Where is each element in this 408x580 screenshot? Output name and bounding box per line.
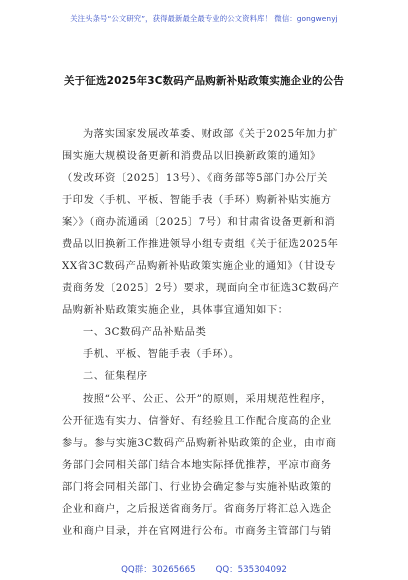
body-line: 费品以旧换新工作推进领导小组专责组《关于征选2025年: [62, 239, 339, 250]
document-title: 关于征选2025年3C数码产品购新补贴政策实施企业的公告: [63, 75, 344, 87]
body-line: 参与。参与实施3C数码产品购新补贴政策的企业，由市商: [62, 438, 337, 449]
section-heading-1: 一、3C数码产品补贴品类: [83, 327, 207, 338]
body-line: 务部门会同相关部门结合本地实际择优推荐，平凉市商务: [62, 460, 332, 471]
contact-footer: [0, 563, 408, 575]
body-line: 为落实国家发展改革委、财政部《关于2025年加力扩: [83, 129, 338, 140]
body-line: 按照“公平、公正、公开”的原则，采用规范性程序，: [83, 394, 332, 405]
body-line: 业和商户目录，并在官网进行公布。市商务主管部门与销: [62, 526, 332, 537]
body-line: XX省3C数码产品购新补贴政策实施企业的通知》（甘设专: [62, 261, 337, 272]
qq-group-text: QQ群：30265665: [121, 565, 196, 575]
body-line: 部门将会同相关部门、行业协会确定参与实施补贴政策的: [62, 482, 332, 493]
qq-number-text: QQ：535304092: [215, 565, 287, 575]
body-line: 企业和商户，之后报送省商务厅。省商务厅将汇总入选企: [62, 504, 332, 515]
body-line: （发改环资〔2025〕13号）、《商务部等5部门办公厅关: [62, 173, 328, 184]
body-line: 案〉》（商办流通函〔2025〕7号）和甘肃省设备更新和消: [62, 217, 336, 228]
body-line: 责商务发〔2025〕2号）要求，现面向全市征选3C数码产: [62, 283, 340, 294]
body-line: 围实施大规模设备更新和消费品以旧换新政策的通知》: [62, 151, 321, 162]
body-line: 于印发〈手机、平板、智能手表（手环）购新补贴实施方: [62, 195, 332, 206]
body-line: 公开征选有实力、信誉好、有经验且工作配合度高的企业: [62, 416, 332, 427]
body-line: 手机、平板、智能手表（手环）。: [83, 349, 240, 360]
promo-banner: 关注头条号“公文研究”，获得最新最全最专业的公文资料库！ 微信：gongwenyj: [70, 14, 338, 23]
section-heading-2: 二、征集程序: [83, 371, 148, 382]
body-line: 品购新补贴政策实施企业，具体事宜通知如下：: [62, 305, 289, 316]
